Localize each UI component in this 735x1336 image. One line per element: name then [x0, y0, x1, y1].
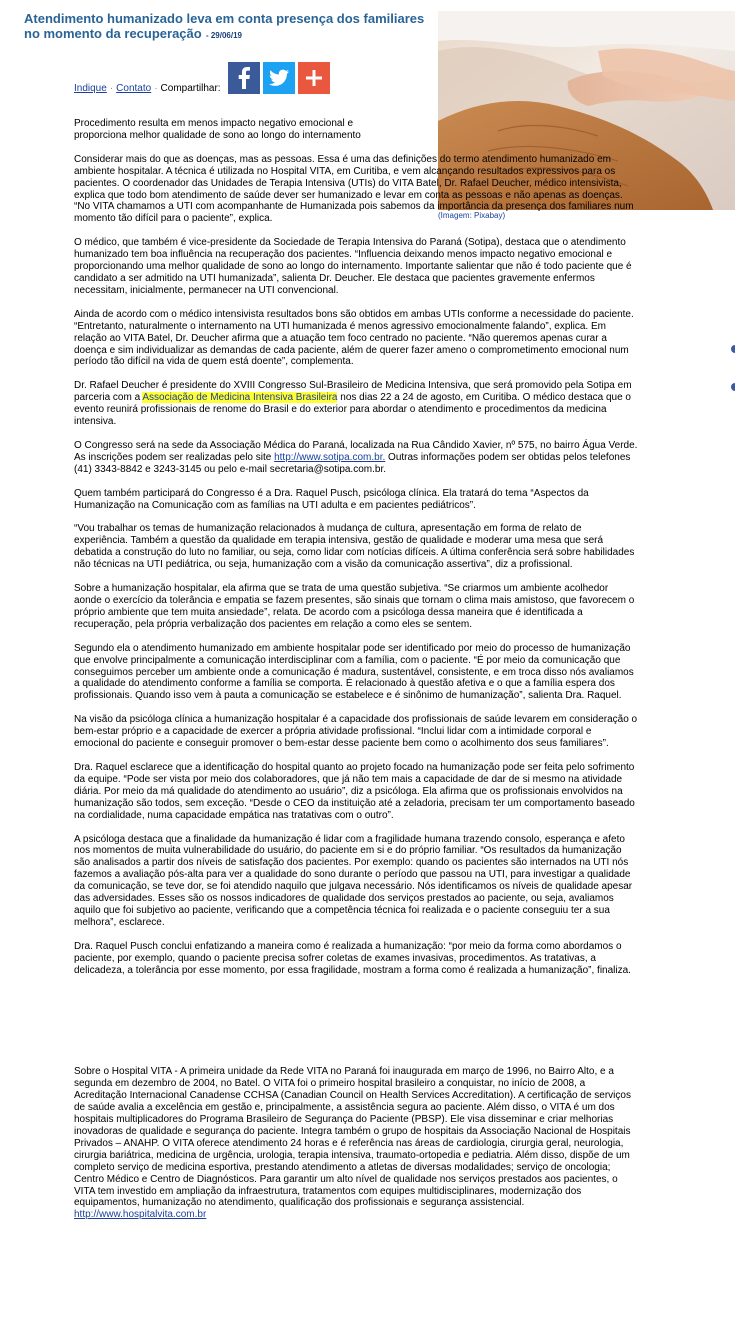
paragraph-text: O Congresso será na sede da Associação Médica do Paraná, localizada na Rua Cândido Xavier, nº 575, no bairro Água Verde. As inscrições podem ser realizadas pelo site [74, 439, 638, 463]
share-label: Compartilhar: [160, 83, 221, 94]
plus-icon [298, 62, 330, 94]
about-paragraph: Sobre o Hospital VITA - A primeira unidade da Rede VITA no Paraná foi inaugurada em março de 1996, no Bairro Alto, e a segunda em dezembro de 2004, no Batel. O VITA foi o primeiro hospital brasileiro a conquistar, no início de 2008, a Acreditação Internacional Canadense CCHSA (Canadian Council on Health Services Accreditation). A certificação de serviços de saúde avalia a excelência em gestão e, principalmente, a assistência segura ao paciente. Além disso, o VITA é um dos hospitais multiplicadores do Programa Brasileiro de Segurança do Paciente (PBSP). Ele visa disseminar e criar melhorias inovadoras de qualidade e segurança do paciente. Integra também o grupo de hospitais da Associação Nacional de Hospitais Privados – ANAHP. O VITA oferece atendimento 24 horas e é referência nas áreas de cardiologia, cirurgia geral, neurologia, cirurgia bariátrica, medicina de urgência, urologia, terapia intensiva, traumato-ortopedia e pediatria. Além disso, dispõe de um completo serviço de medicina esportiva, prestando atendimento a atletas de diversas modalidades; serviço de oncologia; Centro Médico e Centro de Diagnósticos. Para garantir um alto nível de qualidade nos serviços prestados aos pacientes, o VITA tem investido em ampliação da infraestrutura, tratamentos com equipes multidisciplinares, modernização dos equipamentos, humanização no atendimento, qualificação dos profissionais e segurança assistencial. [74, 1066, 631, 1209]
article-title [24, 11, 434, 43]
paragraph: Na visão da psicóloga clínica a humanização hospitalar é a capacidade dos profissionais de saúde levarem em consideração o bem-estar próprio e a capacidade de exercer a própria atividade profissional. “Inclui lidar com a intimidade corporal e emocional do paciente e conseguir promover o bem-estar desse paciente bem como o acolhimento dos seus familiares”. [74, 714, 638, 750]
highlighted-link[interactable]: Associação de Medicina Intensiva Brasileira [142, 392, 338, 404]
paragraph: Dra. Raquel esclarece que a identificação do hospital quanto ao projeto focado na humanização pode ser feita pelo sofrimento da equipe. “Pode ser vista por meio dos colaboradores, que já não tem mais a capacidade de dar de si mesmo na atividade diária. Por meio da má qualidade do atendimento ao usuário”, diz a psicóloga. Ela afirma que os profissionais envolvidos na humanização são todos, sem exceção. “Desde o CEO da instituição até a zeladoria, precisam ter um comportamento baseado na cordialidade, numa capacidade empática nas tratativas com o outro”. [74, 761, 635, 821]
facebook-icon [228, 62, 260, 94]
article-body [74, 118, 638, 1221]
paragraph: Sobre a humanização hospitalar, ela afirma que se trata de uma questão subjetiva. “Se criarmos um ambiente acolhedor aonde o exercício da tolerância e empatia se fazem presentes, são sinais que tornam o clima mais amistoso, que favorecem o próprio ambiente que tem muita ansiedade”, relata. De acordo com a psicóloga dessa maneira que é identificada a recuperação, pela própria verbalização dos pacientes em relação a como eles se sentem. [74, 583, 635, 630]
indique-link[interactable]: Indique [74, 83, 107, 94]
facebook-share-button[interactable] [228, 62, 260, 94]
paragraph [74, 380, 638, 428]
paragraph [74, 440, 638, 476]
hospital-site-link[interactable]: http://www.hospitalvita.com.br [74, 1209, 207, 1221]
article-title-text: Atendimento humanizado leva em conta presença dos familiares no momento da recuperação [24, 11, 425, 41]
paragraph: Dra. Raquel Pusch conclui enfatizando a maneira como é realizada a humanização: “por meio da forma como abordamos o paciente, por exemplo, quando o paciente precisa sofrer coletas de exames invasivas, procedimentos. As tratativas, a delicadeza, a tolerância por esse momento, por essa fragilidade, mostram a forma como é realizada a humanização”, finaliza. [74, 940, 631, 976]
sotipa-link[interactable]: http://www.sotipa.com.br. [274, 451, 386, 463]
twitter-icon [263, 62, 295, 94]
separator: · [109, 83, 114, 94]
paragraph: Ainda de acordo com o médico intensivista resultados bons são obtidos em ambas UTIs conforme a necessidade do paciente. “Entretanto, naturalmente o internamento na UTI humanizada é menos agressivo emocionalmente falando”, explica. Em relação ao VITA Batel, Dr. Deucher afirma que a atuação tem foco centrado no paciente. “Não queremos apenas curar a doença e sim individualizar as demandas de cada paciente, além de querer fazer ameno o comprometimento emocional num período tão difícil na vida de quem está doente”, complementa. [74, 308, 634, 368]
paragraph: “Vou trabalhar os temas de humanização relacionados à mudança de cultura, apresentação em forma de relato de experiência. Também a questão da qualidade em terapia intensiva, gestão de qualidade e moderar uma mesa que será debatida a construção do luto no familiar, ou seja, como lidar com notícias difíceis. A última conferência será sobre habilidades não técnicas na UTI pediátrica, ou seja, humanização com a visão da comunicação assertiva”, diz a profissional. [74, 523, 635, 571]
paragraph: Segundo ela o atendimento humanizado em ambiente hospitalar pode ser identificado por meio do processo de humanização que envolve principalmente a comunicação interdisciplinar com a família, com o paciente. “É por meio da comunicação que conseguimos perceber um ambiente onde a comunicação é madura, sustentável, consistente, e em troca disso nós avaliamos a qualidade do atendimento conforme a família se comporta. É relacionado à questão afetiva e o que a família espera dos profissionais. Quando isso vem à pauta a comunicação se estabelece e é sinônimo de humanização”, salienta Dra. Raquel. [74, 642, 634, 702]
photo-caption: (Imagem: Pixabay) [438, 211, 506, 220]
edge-scroll-dot [731, 383, 735, 391]
article-lead: Procedimento resulta em menos impacto negativo emocional e proporciona melhor qualidade de sono ao longo do internamento [74, 118, 361, 141]
separator: · [154, 83, 158, 94]
paragraph-text: Dr. Rafael Deucher é presidente do XVIII Congresso Sul-Brasileiro de Medicina Intensiva, que será promovido pela Sotipa em parceria com a [74, 380, 632, 404]
paragraph-text: nos dias 22 a 24 de agosto, em Curitiba. O médico destaca que o evento reunirá profissionais de renome do Brasil e do exterior para abordar o atendimento e procedimentos da medicina intensiva. [74, 392, 631, 428]
spacer [74, 988, 638, 1066]
paragraph: A psicóloga destaca que a finalidade da humanização é lidar com a fragilidade humana trazendo consolo, esperança e afeto nos momentos de muita vulnerabilidade do usuário, do paciente em si e do próprio familiar. “Os resultados da humanização são analisados a partir dos níveis de satisfação dos pacientes. Por exemplo: quando os pacientes são internados na UTI nós fazemos a avaliação pós-alta para ver a qualidade do sono durante o período que passou na UTI, para investigar a qualidade da comunicação, se teve dor, se foi atendido naquilo que julgava necessário. Nós identificamos os níveis de qualidade apesar das adversidades. Esses são os nossos indicadores de qualidade dos serviços prestados ao paciente, ou seja, avaliamos aquilo que foi subjetivo ao paciente, verificando que a competência técnica foi realizada e o paciente conseguiu ter a sua melhora”, esclarece. [74, 833, 633, 928]
article-date: - 29/06/19 [203, 31, 242, 40]
more-share-button[interactable] [298, 62, 330, 94]
paragraph: O médico, que também é vice-presidente da Sociedade de Terapia Intensiva do Paraná (Sotipa), destaca que o atendimento humanizado tem boa influência na recuperação dos pacientes. “Influencia deixando menos impacto negativo emocional e proporcionando uma melhor qualidade de sono ao longo do internamento. Importante salientar que não é todo paciente que é candidato a ser admitido na UTI humanizada”, salienta Dr. Deucher. Ele destaca que pacientes gravemente enfermos necessitam, inicialmente, permanecer na UTI convencional. [74, 237, 632, 296]
edge-scroll-dot [731, 345, 735, 353]
contato-link[interactable]: Contato [116, 83, 152, 94]
paragraph: Considerar mais do que as doenças, mas as pessoas. Essa é uma das definições do termo atendimento humanizado em ambiente hospitalar. A técnica é utilizada no Hospital VITA, em Curitiba, e vem alcançando resultados expressivos para os pacientes. O coordenador das Unidades de Terapia Intensiva (UTIs) do VITA Batel, Dr. Rafael Deucher, médico intensivista, explica que todo bom atendimento de saúde dever ser humanizado e levar em conta as pessoas e não apenas as doenças. “No VITA chamamos a UTI com acompanhante de Humanizada pois sabemos da importância da presença dos familiares num momento tão difícil para o paciente”, explica. [74, 153, 634, 225]
share-bar [74, 60, 330, 94]
paragraph-text: Outras informações podem ser obtidas pelos telefones (41) 3343-8842 e 3243-3145 ou pelo e-mail secretaria@sotipa.com.br. [74, 451, 631, 475]
paragraph: Quem também participará do Congresso é a Dra. Raquel Pusch, psicóloga clínica. Ela tratará do tema “Aspectos da Humanização na Comunicação com as famílias na UTI adulta e em pacientes pediátricos”. [74, 487, 589, 511]
twitter-share-button[interactable] [263, 62, 295, 94]
